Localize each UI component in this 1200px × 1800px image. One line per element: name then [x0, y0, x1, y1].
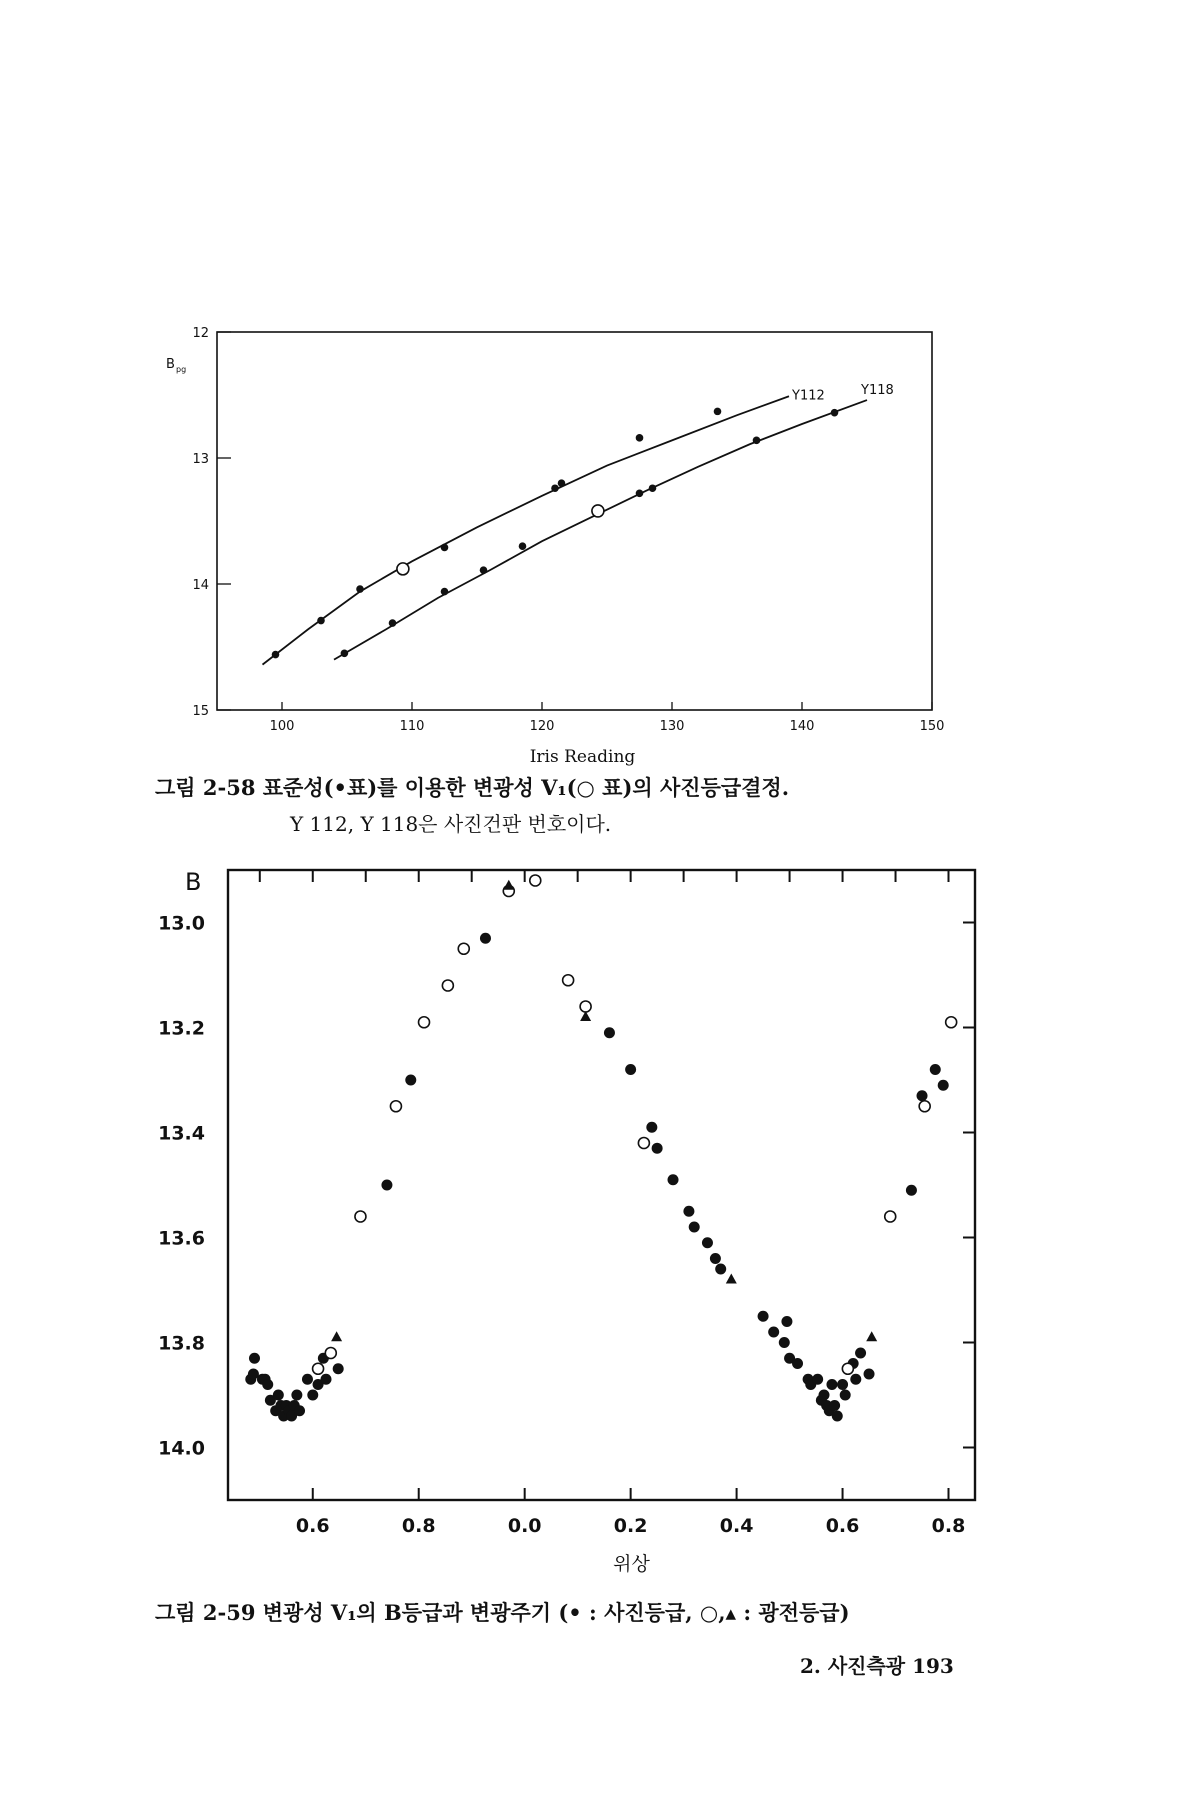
- y-tick-label: 13.0: [158, 912, 205, 935]
- y-tick-label: 13: [192, 452, 209, 467]
- standard-star-point: [480, 566, 488, 574]
- photoelectric-magnitude-point: [638, 1138, 649, 1149]
- photographic-magnitude-point: [381, 1180, 392, 1191]
- photoelectric-magnitude-point: [313, 1363, 324, 1374]
- photoelectric-magnitude-point: [458, 943, 469, 954]
- figure-2-58-caption-line2: Y 112, Y 118은 사진건판 번호이다.: [290, 812, 612, 836]
- y-tick-label: 12: [192, 326, 209, 341]
- photoelectric-magnitude-point: [355, 1211, 366, 1222]
- photographic-magnitude-point: [819, 1390, 830, 1401]
- photoelectric-magnitude-point: [325, 1348, 336, 1359]
- photographic-magnitude-point: [405, 1075, 416, 1086]
- standard-star-point: [649, 484, 657, 492]
- curve-label: Y118: [861, 383, 894, 399]
- photographic-magnitude-point: [826, 1379, 837, 1390]
- standard-star-point: [558, 479, 566, 487]
- x-axis-label: 위상: [613, 1553, 650, 1575]
- photographic-magnitude-point: [604, 1027, 615, 1038]
- curve-label: Y112: [792, 388, 825, 404]
- photoelectric-triangle-point: [866, 1331, 877, 1341]
- photoelectric-magnitude-point: [919, 1101, 930, 1112]
- photoelectric-triangle-point: [726, 1274, 737, 1284]
- x-tick-label: 150: [919, 719, 945, 734]
- x-tick-label: 0.0: [507, 1515, 542, 1537]
- x-tick-label: 100: [269, 719, 295, 734]
- photographic-magnitude-point: [710, 1253, 721, 1264]
- photoelectric-magnitude-point: [580, 1001, 591, 1012]
- photographic-magnitude-point: [792, 1358, 803, 1369]
- figure-2-59-caption: 그림 2-59 변광성 V₁의 B등급과 변광주기 (• : 사진등급, ○,▴ : 광전등급): [155, 1600, 850, 1625]
- photographic-magnitude-point: [294, 1405, 305, 1416]
- x-tick-label: 0.8: [931, 1515, 966, 1537]
- photographic-magnitude-point: [812, 1374, 823, 1385]
- light-curve-chart: [0, 850, 1200, 1610]
- standard-star-point: [753, 437, 761, 445]
- photoelectric-triangle-point: [331, 1331, 342, 1341]
- photoelectric-triangle-point: [503, 880, 514, 890]
- calibration-curve-y118: [334, 400, 867, 660]
- photographic-magnitude-point: [668, 1174, 679, 1185]
- photographic-magnitude-point: [307, 1390, 318, 1401]
- photographic-magnitude-point: [652, 1143, 663, 1154]
- x-tick-label: 0.6: [295, 1515, 330, 1537]
- photographic-magnitude-point: [768, 1327, 779, 1338]
- x-tick-label: 0.8: [401, 1515, 436, 1537]
- photographic-magnitude-point: [646, 1122, 657, 1133]
- standard-star-point: [341, 650, 349, 658]
- photographic-magnitude-point: [850, 1374, 861, 1385]
- photographic-magnitude-point: [917, 1090, 928, 1101]
- photographic-magnitude-point: [832, 1411, 843, 1422]
- y-axis-label: B: [166, 357, 175, 372]
- x-axis-label: Iris Reading: [529, 747, 636, 767]
- photographic-magnitude-point: [855, 1348, 866, 1359]
- iris-calibration-chart: [0, 0, 1200, 780]
- photographic-magnitude-point: [930, 1064, 941, 1075]
- y-tick-label: 14: [192, 578, 209, 593]
- photographic-magnitude-point: [291, 1390, 302, 1401]
- x-tick-label: 120: [529, 719, 555, 734]
- photographic-magnitude-point: [779, 1337, 790, 1348]
- photographic-magnitude-point: [864, 1369, 875, 1380]
- x-tick-label: 0.6: [825, 1515, 860, 1537]
- photographic-magnitude-point: [702, 1237, 713, 1248]
- figure-2-58-caption: 그림 2-58 표준성(•표)를 이용한 변광성 V₁(○ 표)의 사진등급결정.: [155, 775, 790, 800]
- photoelectric-magnitude-point: [390, 1101, 401, 1112]
- photoelectric-magnitude-point: [946, 1017, 957, 1028]
- photoelectric-magnitude-point: [530, 875, 541, 886]
- photographic-magnitude-point: [321, 1374, 332, 1385]
- standard-star-point: [441, 544, 449, 552]
- standard-star-point: [356, 585, 364, 593]
- photographic-magnitude-point: [781, 1316, 792, 1327]
- x-tick-label: 0.4: [719, 1515, 754, 1537]
- photographic-magnitude-point: [837, 1379, 848, 1390]
- photoelectric-magnitude-point: [842, 1363, 853, 1374]
- standard-star-point: [831, 409, 839, 417]
- plot-frame: [228, 870, 975, 1500]
- page-footer: 2. 사진측광 193: [800, 1654, 954, 1678]
- photoelectric-triangle-point: [580, 1011, 591, 1021]
- photographic-magnitude-point: [249, 1353, 260, 1364]
- photoelectric-magnitude-point: [563, 975, 574, 986]
- variable-star-point: [592, 505, 604, 517]
- photographic-magnitude-point: [829, 1400, 840, 1411]
- standard-star-point: [272, 651, 280, 659]
- x-tick-label: 130: [659, 719, 685, 734]
- photographic-magnitude-point: [715, 1264, 726, 1275]
- photographic-magnitude-point: [333, 1363, 344, 1374]
- photographic-magnitude-point: [906, 1185, 917, 1196]
- photoelectric-magnitude-point: [442, 980, 453, 991]
- standard-star-point: [389, 619, 397, 627]
- standard-star-point: [317, 617, 325, 625]
- photographic-magnitude-point: [262, 1379, 273, 1390]
- photographic-magnitude-point: [302, 1374, 313, 1385]
- photographic-magnitude-point: [938, 1080, 949, 1091]
- standard-star-point: [636, 434, 644, 442]
- photographic-magnitude-point: [758, 1311, 769, 1322]
- standard-star-point: [636, 489, 644, 497]
- y-tick-label: 13.4: [158, 1122, 205, 1145]
- y-axis-label-subscript: pg: [176, 365, 187, 374]
- y-tick-label: 14.0: [158, 1437, 205, 1460]
- x-tick-label: 140: [789, 719, 815, 734]
- standard-star-point: [441, 588, 449, 596]
- photographic-magnitude-point: [273, 1390, 284, 1401]
- y-tick-label: 13.8: [158, 1332, 205, 1355]
- standard-star-point: [519, 542, 527, 550]
- photographic-magnitude-point: [625, 1064, 636, 1075]
- y-tick-label: 13.2: [158, 1017, 205, 1040]
- calibration-curve-y112: [263, 396, 790, 664]
- y-tick-label: 13.6: [158, 1227, 205, 1250]
- x-tick-label: 110: [399, 719, 425, 734]
- photographic-magnitude-point: [689, 1222, 700, 1233]
- y-tick-label: 15: [192, 704, 209, 719]
- photographic-magnitude-point: [683, 1206, 694, 1217]
- photoelectric-magnitude-point: [885, 1211, 896, 1222]
- x-tick-label: 0.2: [613, 1515, 648, 1537]
- photographic-magnitude-point: [480, 933, 491, 944]
- photoelectric-magnitude-point: [419, 1017, 430, 1028]
- variable-star-point: [397, 563, 409, 575]
- y-axis-label: B: [185, 868, 202, 896]
- standard-star-point: [551, 484, 559, 492]
- standard-star-point: [714, 408, 722, 416]
- photographic-magnitude-point: [840, 1390, 851, 1401]
